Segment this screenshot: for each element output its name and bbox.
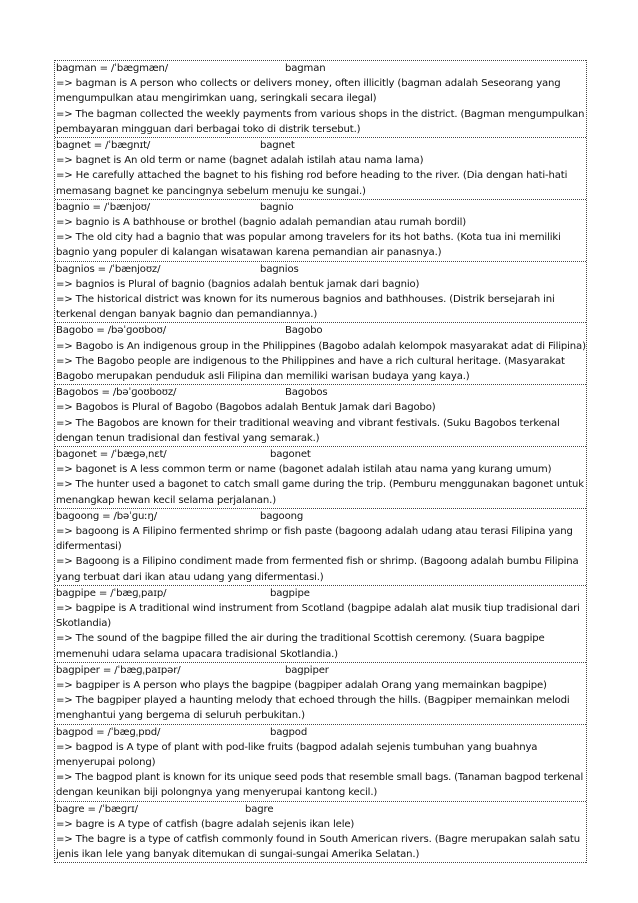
dictionary-entry bbox=[55, 663, 586, 725]
definition-line: => The bagman collected the weekly payments from various shops in the district. (Bagman mengumpulkan bbox=[56, 108, 585, 120]
definition-line: => bagre is A type of catfish (bagre adalah sejenis ikan lele) bbox=[56, 818, 355, 830]
definition-line: => The bagre is a type of catfish commonly found in South American rivers. (Bagre merupakan salah satu bbox=[56, 833, 580, 845]
definition-line: => bagnios is Plural of bagnio (bagnios adalah bentuk jamak dari bagnio) bbox=[56, 278, 420, 290]
definition-line: pembayaran mingguan dari berbagai toko di distrik tersebut.) bbox=[56, 123, 361, 135]
headword-pronunciation: bagpod = /ˈbæɡˌpɒd/ bbox=[56, 726, 161, 738]
headword-label: bagnet bbox=[260, 140, 295, 151]
entry-heading bbox=[55, 447, 586, 462]
definition-line: memasang bagnet ke pancingnya sebelum menuju ke sungai.) bbox=[56, 185, 366, 197]
headword-label: Bagobos bbox=[285, 387, 328, 399]
entry-heading bbox=[55, 802, 586, 817]
definition-line: => The bagpiper played a haunting melody that echoed through the hills. (Bagpiper memainkan melodi bbox=[56, 695, 570, 707]
entry-heading bbox=[55, 323, 586, 338]
definition-line: Bagobo merupakan penduduk asli Filipina dan memiliki warisan budaya yang kaya.) bbox=[56, 370, 470, 382]
entry-heading bbox=[55, 262, 586, 277]
definition-line: => The historical district was known for its numerous bagnios and bathhouses. (Distrik bersejarah ini bbox=[56, 293, 555, 305]
headword-label: bagonet bbox=[270, 448, 311, 460]
definition-line: => bagman is A person who collects or delivers money, often illicitly (bagman adalah Seseorang yang bbox=[56, 78, 561, 90]
entry-heading bbox=[55, 663, 586, 678]
entry-heading bbox=[55, 138, 586, 153]
definition-line: => The Bagobos are known for their traditional weaving and vibrant festivals. (Suku Bagobos terkenal bbox=[56, 417, 560, 429]
definition-line: => Bagobo is An indigenous group in the Philippines (Bagobo adalah kelompok masyarakat adat di Filipina) bbox=[56, 340, 586, 352]
dictionary-entry bbox=[55, 385, 586, 447]
definition-line: menyerupai polong) bbox=[56, 756, 156, 768]
headword-pronunciation: bagnios = /ˈbænjoʊz/ bbox=[56, 263, 161, 275]
entry-heading bbox=[55, 586, 586, 601]
definition-line: => Bagobos is Plural of Bagobo (Bagobos adalah Bentuk Jamak dari Bagobo) bbox=[56, 402, 436, 414]
definition-line: bagnio yang populer di kalangan wisatawan karena pemandian air panasnya.) bbox=[56, 247, 442, 259]
headword-label: bagman bbox=[285, 63, 326, 74]
definition-line: Skotlandia) bbox=[56, 618, 112, 630]
definition-line: jenis ikan lele yang banyak ditemukan di sungai-sungai Amerika Selatan.) bbox=[56, 849, 420, 861]
headword-pronunciation: bagman = /ˈbæɡmæn/ bbox=[56, 63, 169, 74]
dictionary-entry bbox=[55, 509, 586, 586]
headword-label: bagpipe bbox=[270, 587, 310, 599]
headword-label: bagpiper bbox=[285, 664, 329, 676]
dictionary-entry bbox=[55, 60, 586, 138]
headword-label: bagnios bbox=[260, 263, 299, 275]
headword-pronunciation: bagonet = /ˈbæɡəˌnɛt/ bbox=[56, 448, 167, 460]
definition-line: => He carefully attached the bagnet to his fishing rod before heading to the river. (Dia dengan hati-hati bbox=[56, 170, 568, 182]
headword-pronunciation: bagre = /ˈbæɡrɪ/ bbox=[56, 803, 138, 815]
headword-pronunciation: bagnet = /ˈbæɡnɪt/ bbox=[56, 140, 151, 151]
dictionary-entry bbox=[55, 802, 586, 864]
definition-line: dengan tenun tradisional dan festival yang semarak.) bbox=[56, 432, 320, 444]
entry-heading bbox=[55, 725, 586, 740]
definition-line: => bagoong is A Filipino fermented shrimp or fish paste (bagoong adalah udang atau terasi Filipina yang bbox=[56, 525, 573, 537]
dictionary-sheet bbox=[54, 60, 587, 863]
headword-label: bagnio bbox=[260, 201, 294, 213]
definition-line: => The old city had a bagnio that was popular among travelers for its hot baths. (Kota tua ini memiliki bbox=[56, 232, 561, 244]
dictionary-entry bbox=[55, 262, 586, 324]
definition-line: => Bagoong is a Filipino condiment made from fermented fish or shrimp. (Bagoong adalah bumbu Filipina bbox=[56, 556, 579, 568]
headword-pronunciation: bagpiper = /ˈbæɡˌpaɪpər/ bbox=[56, 664, 181, 676]
headword-label: bagoong bbox=[260, 510, 304, 522]
dictionary-entry bbox=[55, 447, 586, 509]
headword-label: bagpod bbox=[270, 726, 308, 738]
dictionary-entry bbox=[55, 200, 586, 262]
definition-line: terkenal dengan banyak bagnio dan pemandiannya.) bbox=[56, 309, 318, 321]
dictionary-entry bbox=[55, 725, 586, 802]
definition-line: menghantui yang bergema di seluruh perbukitan.) bbox=[56, 710, 305, 722]
definition-line: difermentasi) bbox=[56, 541, 122, 553]
definition-line: => bagpod is A type of plant with pod-like fruits (bagpod adalah sejenis tumbuhan yang buahnya bbox=[56, 741, 538, 753]
dictionary-entry bbox=[55, 323, 586, 385]
headword-pronunciation: bagnio = /ˈbænjoʊ/ bbox=[56, 201, 151, 213]
entry-heading bbox=[55, 61, 586, 76]
entry-heading bbox=[55, 385, 586, 400]
definition-line: => bagpipe is A traditional wind instrument from Scotland (bagpipe adalah alat musik tiup tradisional dari bbox=[56, 602, 580, 614]
entry-heading bbox=[55, 200, 586, 215]
dictionary-entry bbox=[55, 138, 586, 200]
definition-line: => bagpiper is A person who plays the bagpipe (bagpiper adalah Orang yang memainkan bagpipe) bbox=[56, 679, 547, 691]
headword-pronunciation: bagoong = /bəˈɡuːŋ/ bbox=[56, 510, 157, 522]
definition-line: => bagnet is An old term or name (bagnet adalah istilah atau nama lama) bbox=[56, 155, 424, 167]
definition-line: yang terbuat dari ikan atau udang yang difermentasi.) bbox=[56, 571, 324, 583]
definition-line: mengumpulkan atau mengirimkan uang, seringkali secara ilegal) bbox=[56, 93, 377, 105]
definition-line: menangkap hewan kecil selama perjalanan.) bbox=[56, 494, 277, 506]
entry-heading bbox=[55, 509, 586, 524]
definition-line: => The Bagobo people are indigenous to the Philippines and have a rich cultural heritage. (Masyarakat bbox=[56, 355, 565, 367]
headword-label: bagre bbox=[245, 803, 274, 815]
definition-line: memenuhi udara selama upacara tradisional Skotlandia.) bbox=[56, 648, 338, 660]
headword-pronunciation: Bagobo = /bəˈɡoʊboʊ/ bbox=[56, 325, 166, 337]
headword-label: Bagobo bbox=[285, 325, 323, 337]
definition-line: dengan keunikan biji polongnya yang menyerupai kantong kecil.) bbox=[56, 787, 378, 799]
definition-line: => The bagpod plant is known for its unique seed pods that resemble small bags. (Tanaman bagpod terkenal bbox=[56, 772, 584, 784]
definition-line: => bagonet is A less common term or name (bagonet adalah istilah atau nama yang kurang umum) bbox=[56, 464, 552, 476]
dictionary-entry bbox=[55, 586, 586, 663]
definition-line: => The sound of the bagpipe filled the air during the traditional Scottish ceremony. (Suara bagpipe bbox=[56, 633, 545, 645]
definition-line: => The hunter used a bagonet to catch small game during the trip. (Pemburu menggunakan bagonet untuk bbox=[56, 479, 584, 491]
headword-pronunciation: Bagobos = /bəˈɡoʊboʊz/ bbox=[56, 387, 177, 399]
definition-line: => bagnio is A bathhouse or brothel (bagnio adalah pemandian atau rumah bordil) bbox=[56, 216, 467, 228]
headword-pronunciation: bagpipe = /ˈbæɡˌpaɪp/ bbox=[56, 587, 167, 599]
